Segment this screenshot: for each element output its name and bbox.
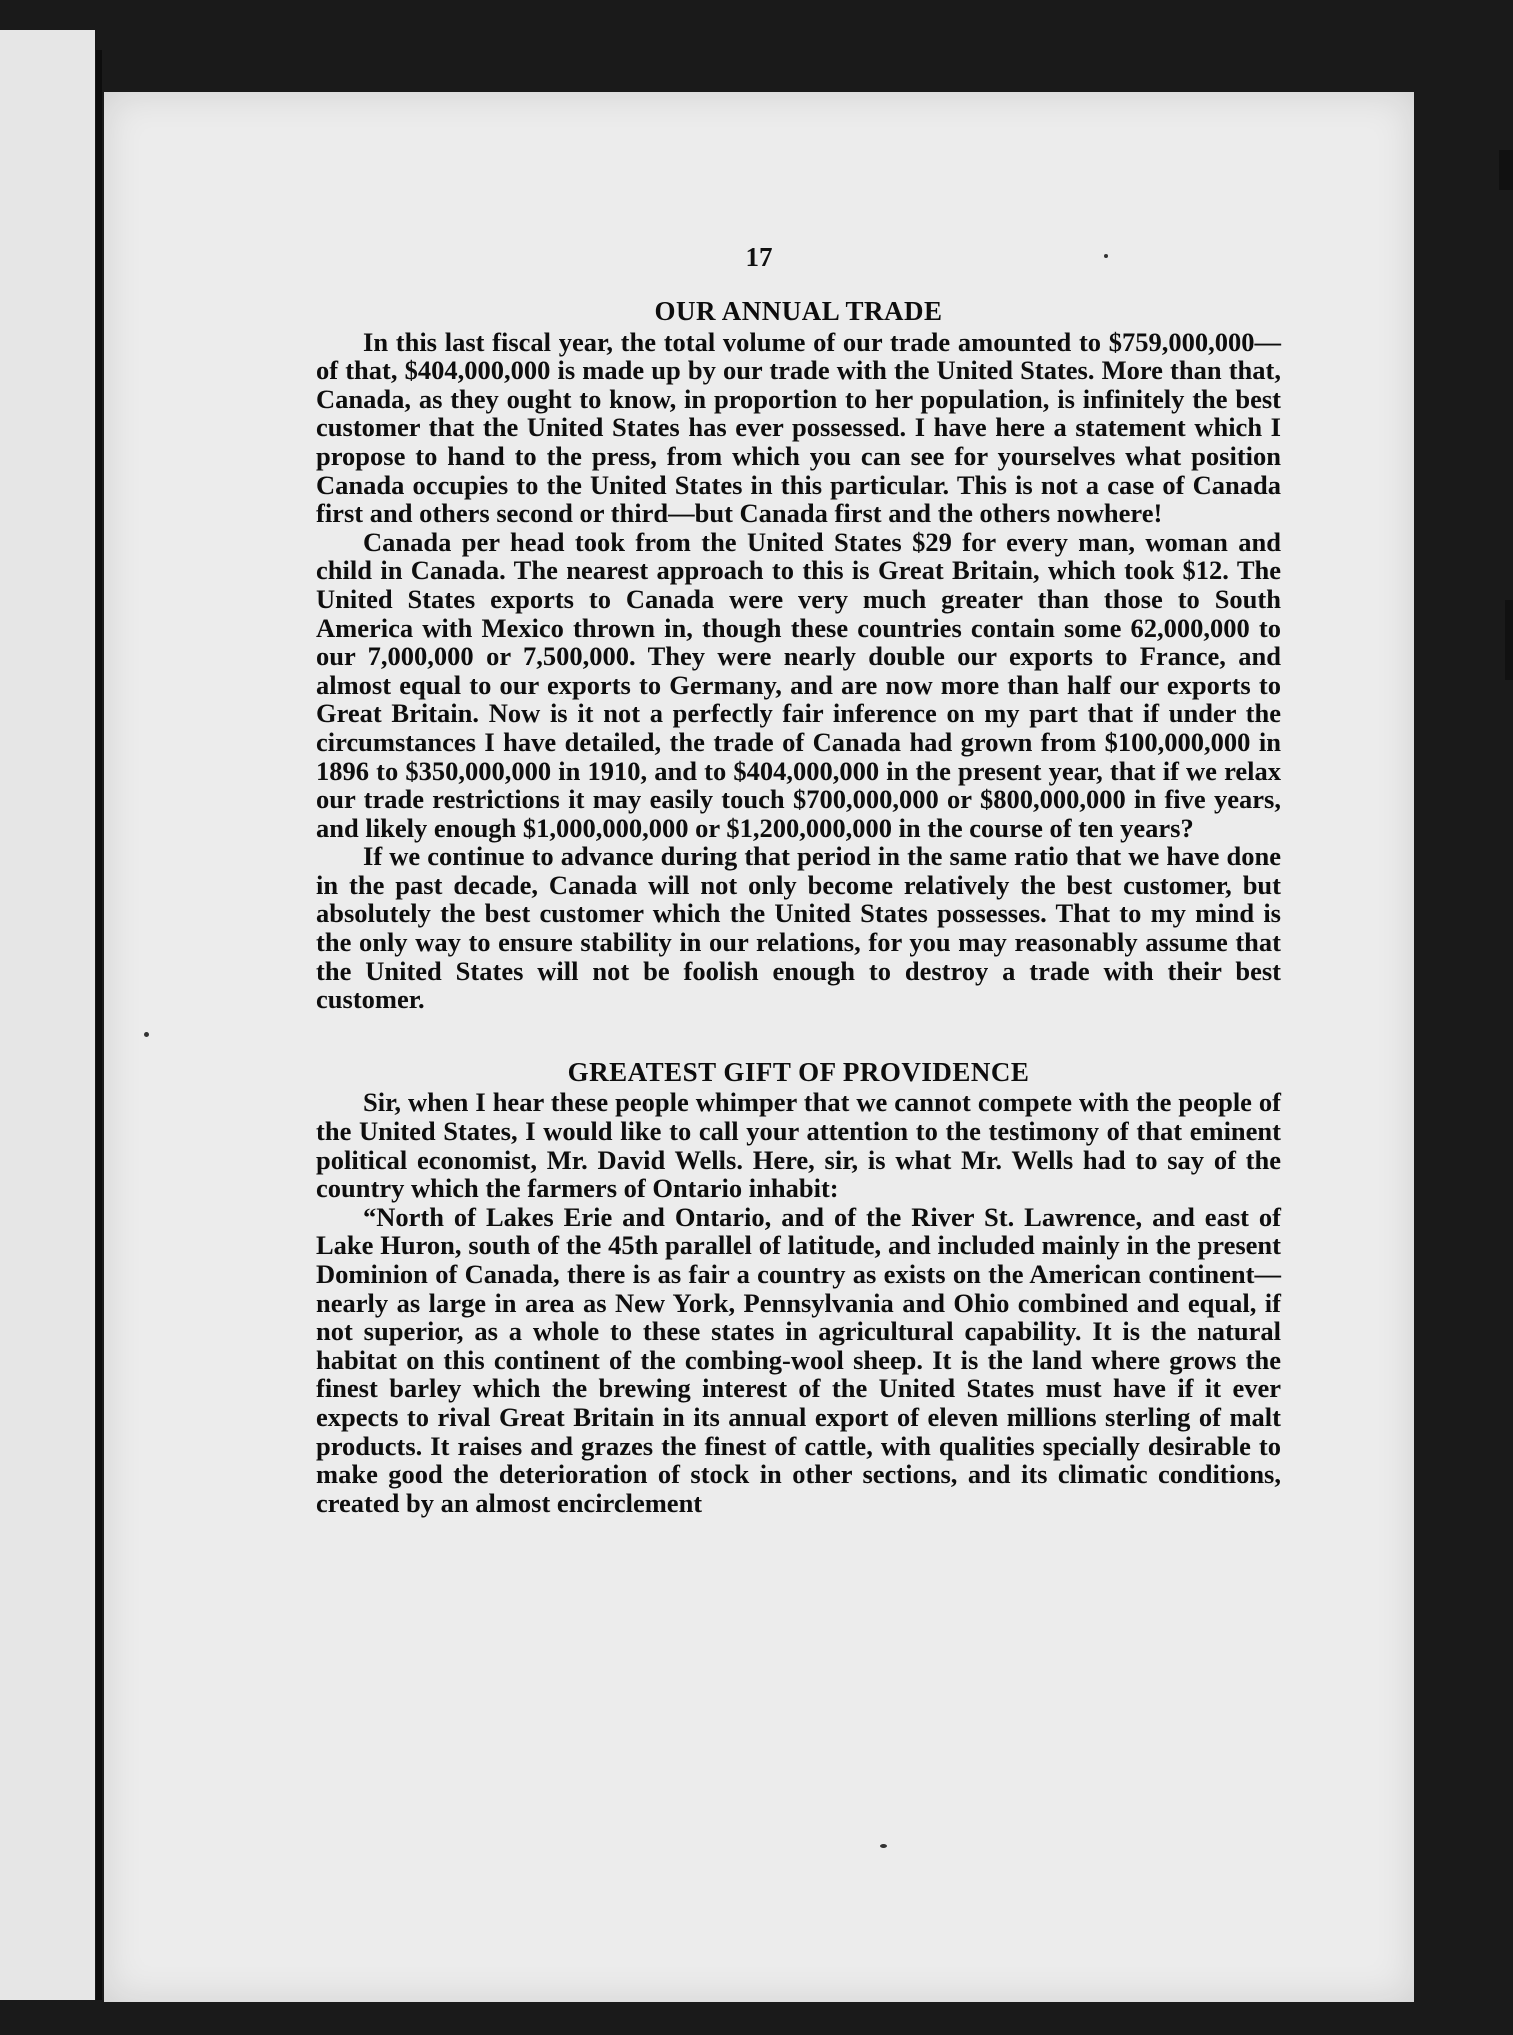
scan-edge-mark <box>1505 600 1513 680</box>
facing-page-edge <box>0 30 95 2000</box>
paragraph: In this last fiscal year, the total volume of our trade amounted to $759,000,000—of that, $404,000,000 is made up by our trade with the United States. More than that, Canada, as they ought to know, in proportion to her population, is infinitely the best customer that the United States has ever possessed. I have here a statement which I propose to hand to the press, from which you can see for yourselves what position Canada occupies to the United States in this particular. This is not a case of Canada first and others second or third—but Canada first and the others nowhere! <box>316 326 1281 529</box>
quotation-paragraph: “North of Lakes Erie and Ontario, and of the River St. Lawrence, and east of Lake Huron, south of the 45th parallel of latitude, and included mainly in the present Dominion of Canada, there is as fair a country as exists on the American continent—nearly as large in area as New York, Pennsylvania and Ohio combined and equal, if not superior, as a whole to these states in agricultural capability. It is the natural habitat on this continent of the combing-wool sheep. It is the land where grows the finest barley which the brewing interest of the United States must have if it ever expects to rival Great Britain in its annual export of eleven millions sterling of malt products. It raises and grazes the finest of cattle, with qualities specially desirable to make good the deterioration of stock in other sections, and its climatic conditions, created by an almost encirclement <box>316 1201 1281 1518</box>
paragraph: Canada per head took from the United States $29 for every man, woman and child in Canada. The nearest approach to this is Great Britain, which took $12. The United States exports to Canada were very much greater than those to South America with Mexico thrown in, though these countries contain some 62,000,000 to our 7,000,000 or 7,500,000. They were nearly double our exports to France, and almost equal to our exports to Germany, and are now more than half our exports to Great Britain. Now is it not a perfectly fair inference on my part that if under the circumstances I have detailed, the trade of Canada had grown from $100,000,000 in 1896 to $350,000,000 in 1910, and to $404,000,000 in the present year, that if we relax our trade restrictions it may easily touch $700,000,000 or $800,000,000 in five years, and likely enough $1,000,000,000 or $1,200,000,000 in the course of ten years? <box>316 526 1281 843</box>
scan-speck <box>144 1032 149 1037</box>
paragraph: If we continue to advance during that period in the same ratio that we have done in the past decade, Canada will not only become relatively the best customer, but absolutely the best customer which the United States possesses. That to my mind is the only way to ensure stability in our relations, for you may reasonably assume that the United States will not be foolish enough to destroy a trade with their best customer. <box>316 841 1281 1015</box>
section-heading-annual-trade: OUR ANNUAL TRADE <box>654 296 943 326</box>
scan-speck <box>880 1844 887 1848</box>
page-number: 17 <box>745 242 773 272</box>
section-heading-gift-of-providence: GREATEST GIFT OF PROVIDENCE <box>567 1056 1030 1087</box>
page-text <box>316 297 1281 1517</box>
scan-speck <box>1104 254 1108 258</box>
paragraph: Sir, when I hear these people whimper that we cannot compete with the people of the United States, I would like to call your attention to the testimony of that eminent political economist, Mr. David Wells. Here, sir, is what Mr. Wells had to say of the country which the farmers of Ontario inhabit: <box>316 1087 1281 1204</box>
book-gutter <box>96 50 102 2000</box>
book-page <box>104 92 1414 2002</box>
scan-edge-mark <box>1499 150 1513 190</box>
